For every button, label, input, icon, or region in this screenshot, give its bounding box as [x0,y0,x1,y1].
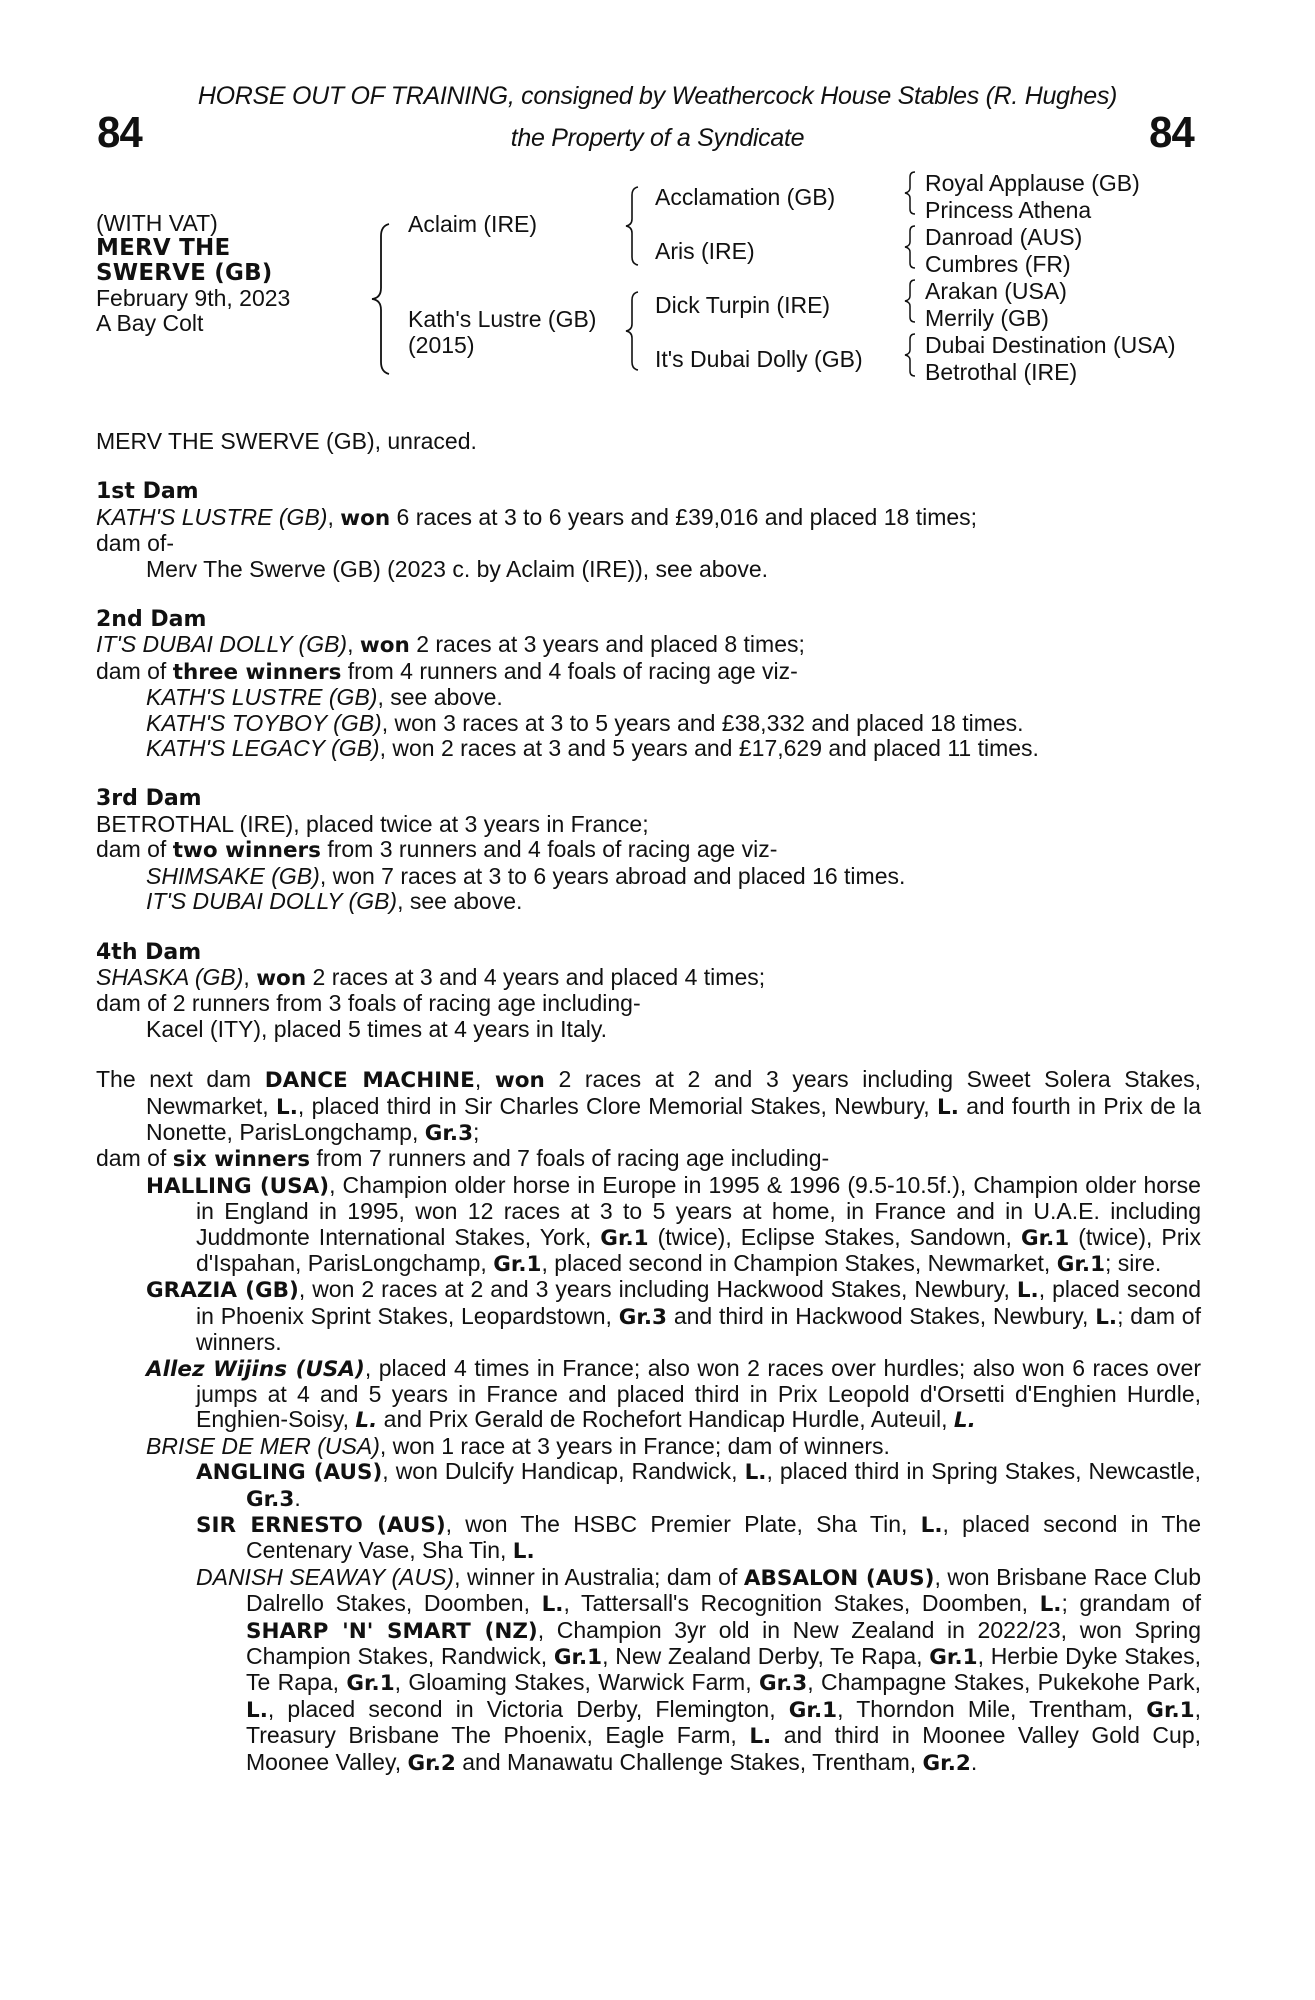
text-run: dam of [96,657,173,684]
bold-text: Gr.2 [922,1750,971,1776]
text-run: ; [473,1118,480,1145]
text-run: , won 3 races at 3 to 5 years and £38,332 and placed 18 times. [381,709,1024,736]
bold-text: won [256,965,307,991]
record-paragraph [96,1459,1201,1512]
horse-info [96,211,290,336]
text-run: , placed second in Victoria Derby, Flemington, [267,1695,789,1722]
vat-label: (WITH VAT) [96,210,218,236]
gen3-ancestor: Cumbres (FR) [925,251,1071,277]
text-run: , placed second in Phoenix Sprint Stakes, Leopardstown, [196,1276,1201,1329]
text-run: from 7 runners and 7 foals of racing age including- [310,1145,830,1172]
horse-name-line1: MERV THE [96,235,231,261]
text-run: 2 races at 3 years and placed 8 times; [409,631,805,658]
record-paragraph [96,864,1201,889]
text-run: from 3 runners and 4 foals of racing age viz- [320,836,778,863]
text-run: dam of [96,1145,173,1172]
bold-text: won [340,505,391,531]
record-paragraph [96,1434,1201,1459]
bold-text: SHARP 'N' SMART (NZ) [246,1618,538,1644]
italic-text: DANISH SEAWAY (AUS) [196,1563,455,1590]
text-run: , [243,963,257,990]
record-paragraph [96,991,1201,1016]
lot-number-left: 84 [97,108,142,157]
bold-text: HALLING (USA) [146,1173,330,1199]
gen3-ancestor: Arakan (USA) [925,278,1067,304]
text-run: , [327,503,341,530]
gen3-ancestor: Royal Applause (GB) [925,170,1140,196]
bold-text: L. [1016,1278,1039,1304]
bold-text: L. [246,1697,268,1723]
text-run: Kacel (ITY), placed 5 times at 4 years in Italy. [146,1015,608,1042]
text-run: and third in Hackwood Stakes, Newbury, [667,1302,1096,1329]
record-paragraph [96,1146,1201,1172]
record-paragraph [96,1565,1201,1776]
text-run: , Thorndon Mile, Trentham, [837,1695,1147,1722]
consignor-line: HORSE OUT OF TRAINING, consigned by Weathercock House Stables (R. Hughes) [197,82,1118,110]
pedigree-brace-dam [624,290,640,372]
lot-number-right: 84 [1149,108,1194,157]
gen3-ancestor: Betrothal (IRE) [925,359,1078,385]
gen3-ancestor: Princess Athena [925,197,1092,223]
text-run: and Prix Gerald de Rochefort Handicap Hurdle, Auteuil, [377,1406,954,1433]
record-paragraph [96,1067,1201,1146]
text-run: , Tattersall's Recognition Stakes, Doomben, [563,1590,1040,1617]
text-run: and fourth in Prix de la Nonette, ParisLongchamp, [146,1092,1202,1145]
sire-sire-name: Acclamation (GB) [655,184,836,210]
text-run: ; dam of winners. [196,1302,1201,1356]
italic-text: KATH'S TOYBOY (GB) [146,709,382,736]
pedigree-brace-gen3-4 [903,332,917,378]
record-paragraph [96,889,1201,914]
bold-text: Gr.1 [600,1225,649,1251]
text-run: 2nd Dam [96,607,207,633]
italic-text: KATH'S LEGACY (GB) [146,735,380,762]
text-run: 2 races at 2 and 3 years including Sweet Solera Stakes, Newmarket, [146,1066,1201,1119]
bold-text: Gr.1 [1056,1251,1106,1277]
record-paragraph [96,812,1201,837]
bold-text: Gr.1 [1146,1697,1195,1723]
text-run: , Champagne Stakes, Pukekohe Park, [807,1669,1201,1696]
bold-text: Gr.2 [407,1750,456,1776]
text-run: ; sire. [1105,1249,1162,1276]
bold-text: Allez Wijins (USA) [146,1356,365,1382]
text-run: and third in Moonee Valley Gold Cup, Moonee Valley, [246,1722,1202,1775]
bold-text: L. [541,1592,564,1618]
bold-text: three winners [172,659,342,685]
pedigree-brace-sire [624,185,640,267]
text-run: , New Zealand Derby, Te Rapa, [602,1643,930,1670]
record-paragraph [96,837,1201,863]
italic-text: KATH'S LUSTRE (GB) [96,503,328,530]
sire-dam-name: Aris (IRE) [655,238,755,264]
bold-text: Gr.3 [246,1486,295,1512]
bold-text: Gr.1 [1020,1225,1070,1251]
produce-record [96,429,1201,1776]
record-paragraph [96,531,1201,556]
horse-name-line2: SWERVE (GB) [96,260,273,286]
bold-text: two winners [172,838,321,864]
bold-text: ABSALON (AUS) [743,1565,935,1591]
bold-text: Gr.1 [493,1251,542,1277]
text-run: , won 1 race at 3 years in France; dam of winners. [379,1432,890,1459]
dam-year: (2015) [408,332,475,358]
text-run: , placed third in Spring Stakes, Newcastle, [766,1458,1201,1485]
bold-text: Gr.3 [758,1671,808,1697]
dam-name: Kath's Lustre (GB) [408,306,597,332]
text-run: , winner in Australia; dam of [454,1563,744,1590]
bold-text: L. [953,1408,976,1434]
record-paragraph [96,429,1201,454]
record-paragraph [96,659,1201,685]
text-run: (twice), Prix d'Ispahan, ParisLongchamp, [196,1223,1201,1276]
record-paragraph [96,1277,1201,1355]
sire-name: Aclaim (IRE) [408,211,538,237]
record-paragraph [96,1512,1201,1565]
text-run: , won 2 races at 3 and 5 years and £17,629 and placed 11 times. [379,735,1039,762]
text-run: ; grandam of [1061,1590,1201,1617]
bold-text: GRAZIA (GB) [146,1278,299,1304]
text-run: , [347,631,360,658]
text-run: , Gloaming Stakes, Warwick Farm, [394,1669,759,1696]
dam-sire-name: Dick Turpin (IRE) [655,292,831,318]
record-paragraph [96,505,1201,531]
text-run: , placed third in Sir Charles Clore Memorial Stakes, Newbury, [297,1092,937,1119]
bold-text: L. [920,1513,943,1539]
bold-text: L. [1039,1592,1062,1618]
record-paragraph [96,736,1201,761]
text-run: Merv The Swerve (GB) (2023 c. by Aclaim (IRE)), see above. [146,555,769,582]
text-run: , Treasury Brisbane The Phoenix, Eagle Farm, [246,1695,1201,1749]
text-run: , won 2 races at 2 and 3 years including Hackwood Stakes, Newbury, [298,1276,1017,1303]
section-heading [96,607,1201,632]
bold-text: DANCE MACHINE [264,1068,475,1094]
text-run: MERV THE SWERVE (GB), unraced. [96,428,477,454]
section-heading [96,940,1201,965]
text-run: . [294,1484,301,1511]
text-run: dam of 2 runners from 3 foals of racing age including- [96,990,641,1017]
bold-text: won [494,1068,545,1094]
dam-dam-name: It's Dubai Dolly (GB) [655,346,863,372]
gen3-ancestor: Dubai Destination (USA) [925,332,1176,358]
bold-text: L. [744,1460,767,1486]
text-run: , Champion 3yr old in New Zealand in 2022/23, won Spring Champion Stakes, Randwick, [246,1616,1201,1670]
text-run: (twice), Eclipse Stakes, Sandown, [648,1223,1021,1250]
bold-text: L. [512,1539,535,1565]
text-run: . [970,1748,978,1775]
text-run: , see above. [397,888,523,915]
horse-description: A Bay Colt [96,310,204,336]
bold-text: won [359,633,410,659]
text-run: , won Dulcify Handicap, Randwick, [382,1458,745,1485]
italic-text: IT'S DUBAI DOLLY (GB) [146,888,398,915]
bold-text: Gr.3 [424,1120,474,1146]
property-line: the Property of a Syndicate [510,124,805,152]
text-run: , [474,1066,495,1093]
text-run: , won The HSBC Premier Plate, Sha Tin, [445,1511,921,1538]
section-heading [96,786,1201,811]
text-run: and Manawatu Challenge Stakes, Trentham, [455,1748,923,1775]
text-run: , won 7 races at 3 to 6 years abroad and placed 16 times. [319,862,906,889]
text-run: 4th Dam [96,939,202,965]
bold-text: SIR ERNESTO (AUS) [196,1513,446,1539]
record-paragraph [96,1356,1201,1434]
bold-text: L. [937,1094,959,1120]
pedigree-brace-gen3-3 [903,278,917,324]
text-run: 6 races at 3 to 6 years and £39,016 and placed 18 times; [390,503,978,530]
pedigree-brace-gen3-2 [903,224,917,270]
foaling-date: February 9th, 2023 [96,285,291,311]
text-run: from 4 runners and 4 foals of racing age viz- [341,657,798,684]
italic-text: KATH'S LUSTRE (GB) [146,684,378,711]
text-run: , see above. [377,684,503,711]
bold-text: L. [749,1724,772,1750]
text-run: dam of- [96,530,174,557]
text-run: , placed second in The Centenary Vase, Sha Tin, [246,1511,1201,1564]
bold-text: six winners [172,1147,311,1173]
text-run: , placed second in Champion Stakes, Newmarket, [541,1249,1057,1276]
text-run: BETROTHAL (IRE), placed twice at 3 years in France; [96,810,649,837]
italic-text: IT'S DUBAI DOLLY (GB) [96,631,348,658]
record-paragraph [96,557,1201,582]
text-run: The next dam [96,1066,265,1093]
italic-text: SHASKA (GB) [96,963,244,990]
bold-text: ANGLING (AUS) [196,1460,383,1486]
text-run: , placed 4 times in France; also won 2 races over hurdles; also won 6 races over jumps at 4 and 5 years in France and placed third in Prix Leopold d'Orsetti d'Enghien Hurdle, Enghien-Soisy, [196,1354,1201,1433]
text-run: , Champion older horse in Europe in 1995 & 1996 (9.5-10.5f.), Champion older horse in England in 1995, won 12 races at 3 to 5 years at home, in France and in U.A.E. including Juddmonte International Stakes, York, [196,1171,1201,1250]
record-paragraph [96,1017,1201,1042]
bold-text: Gr.1 [929,1645,978,1671]
text-run: 1st Dam [96,479,199,505]
bold-text: L. [355,1408,378,1434]
section-heading [96,479,1201,504]
gen3-ancestor: Merrily (GB) [925,305,1049,331]
bold-text: Gr.1 [346,1671,395,1697]
record-paragraph [96,1173,1201,1278]
record-paragraph [96,711,1201,736]
italic-text: SHIMSAKE (GB) [146,862,320,889]
pedigree-brace-gen3-1 [903,170,917,216]
gen3-ancestor: Danroad (AUS) [925,224,1083,250]
bold-text: Gr.3 [618,1304,668,1330]
italic-text: BRISE DE MER (USA) [146,1432,380,1459]
pedigree-brace-gen1 [369,222,391,376]
text-run: 3rd Dam [96,786,202,812]
text-run: , Herbie Dyke Stakes, Te Rapa, [246,1643,1201,1696]
bold-text: Gr.1 [788,1697,838,1723]
bold-text: L. [276,1094,298,1120]
record-paragraph [96,965,1201,991]
text-run: 2 races at 3 and 4 years and placed 4 times; [306,963,766,990]
record-paragraph [96,685,1201,710]
text-run: dam of [96,836,173,863]
record-paragraph [96,632,1201,658]
bold-text: L. [1095,1304,1118,1330]
text-run: , won Brisbane Race Club Dalrello Stakes, Doomben, [246,1563,1201,1617]
bold-text: Gr.1 [553,1645,603,1671]
